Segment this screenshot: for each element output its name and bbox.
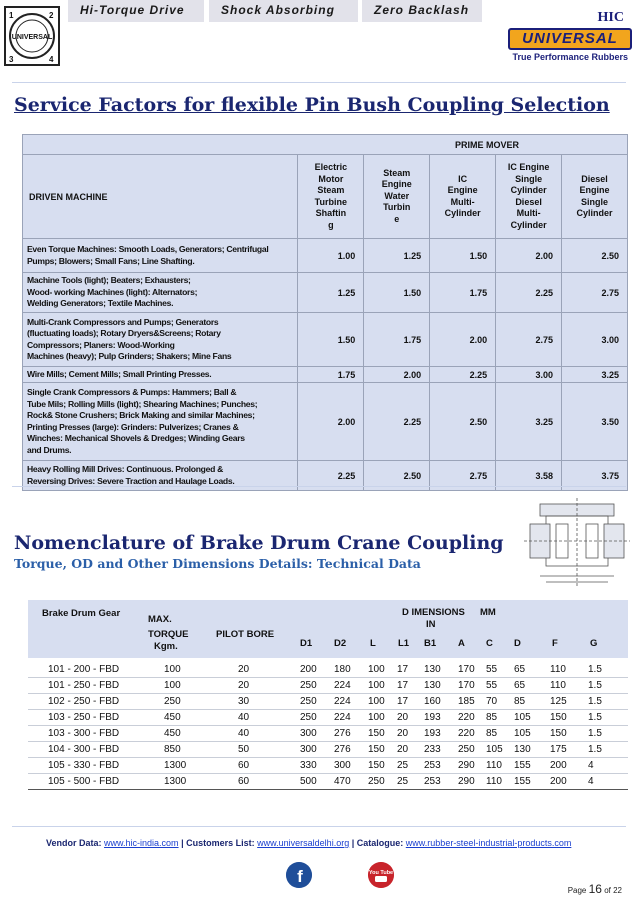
coupling-drawing — [520, 494, 632, 592]
service-factor-value: 2.50 — [364, 461, 430, 491]
service-factor-value: 2.25 — [496, 273, 562, 313]
table-cell: 224 — [334, 696, 351, 707]
table-cell: 55 — [486, 664, 498, 675]
footer-separator: | — [181, 838, 184, 848]
service-factor-value: 3.00 — [496, 367, 562, 383]
service-factor-value: 2.50 — [562, 239, 628, 273]
dimension-column-header: G — [590, 638, 598, 649]
service-factor-value: 1.75 — [430, 273, 496, 313]
table-cell: 70 — [486, 696, 498, 707]
table-row — [28, 662, 628, 678]
table-cell: 155 — [514, 760, 531, 771]
table-cell: 25 — [397, 760, 409, 771]
catalogue-link[interactable]: www.rubber-steel-industrial-products.com — [405, 838, 572, 848]
driven-machine-line: Pumps; Blowers; Small Fans; Line Shafting. — [27, 255, 195, 266]
footer-separator: | — [351, 838, 355, 848]
footer-divider — [12, 826, 626, 827]
model-code: 105 - 500 - FBD — [48, 776, 120, 787]
customers-link[interactable]: www.universaldelhi.org — [257, 838, 350, 848]
service-factor-value: 2.25 — [430, 367, 496, 383]
table-cell: 110 — [550, 680, 566, 691]
column-header-line: Engine — [579, 185, 610, 195]
column-header-line: Multi- — [450, 196, 475, 207]
table-cell: 130 — [514, 744, 531, 755]
universal-seal-logo — [4, 6, 60, 66]
table-cell: 1.5 — [588, 728, 602, 739]
column-header-line: Steam — [383, 167, 411, 178]
table-cell: 150 — [550, 728, 567, 739]
driven-machine-label — [23, 239, 298, 273]
column-header-line: Cylinder — [510, 185, 547, 195]
driven-machine-line: Machines (heavy); Pulp Grinders; Shakers; Mine Fans — [27, 351, 232, 361]
service-factor-value: 3.25 — [562, 367, 628, 383]
table-cell: 20 — [397, 728, 409, 739]
table-cell: 300 — [300, 744, 317, 755]
table-cell: 60 — [238, 776, 250, 787]
column-header-line: Turbin — [383, 202, 411, 213]
driven-machine-line: Multi-Crank Compressors and Pumps; Generators — [27, 316, 219, 327]
table-cell: 60 — [238, 760, 250, 771]
table-cell: 180 — [334, 664, 351, 675]
table-cell: 100 — [164, 680, 181, 691]
service-factor-value: 2.75 — [562, 273, 628, 313]
service-factor-value: 3.25 — [496, 383, 562, 461]
table-cell: 253 — [424, 776, 441, 787]
prime-mover-column-5 — [562, 155, 628, 239]
prime-mover-column-3 — [430, 155, 496, 239]
dimension-column-header: L1 — [398, 638, 410, 649]
table-cell: 253 — [424, 760, 441, 771]
driven-machine-label — [23, 383, 298, 461]
table-cell: 150 — [368, 728, 385, 739]
dimension-column-header: D2 — [334, 638, 347, 649]
customers-label: Customers List: — [186, 838, 255, 848]
table-cell: 17 — [397, 680, 409, 691]
vendor-link[interactable]: www.hic-india.com — [104, 838, 179, 848]
brake-drum-title: Nomenclature of Brake Drum Crane Coupling — [14, 532, 504, 554]
service-factor-value: 1.00 — [298, 239, 364, 273]
table-cell: 40 — [238, 712, 250, 723]
dimension-column-header: F — [552, 638, 558, 649]
driven-machine-line: Even Torque Machines: Smooth Loads, Generators; Centrifugal — [27, 244, 269, 254]
tab-shock-absorbing: Shock Absorbing — [209, 0, 358, 22]
service-factor-value: 3.75 — [562, 461, 628, 491]
tab-hi-torque-drive: Hi-Torque Drive — [68, 0, 204, 22]
table-cell: 250 — [368, 776, 385, 787]
table-cell: 1300 — [164, 760, 187, 771]
table-cell: 100 — [164, 664, 181, 675]
table-cell: 150 — [368, 760, 385, 771]
table-cell: 1.5 — [588, 664, 602, 675]
table-row — [28, 710, 628, 726]
header-torque: TORQUE — [148, 629, 189, 640]
table-row — [28, 726, 628, 742]
dimension-column-header: C — [486, 638, 493, 649]
table-cell: 25 — [397, 776, 409, 787]
service-factor-value: 2.00 — [364, 367, 430, 383]
brake-drum-table-body — [28, 662, 628, 790]
table-cell: 290 — [458, 776, 475, 787]
service-factors-title: Service Factors for flexible Pin Bush Coupling Selection — [14, 94, 610, 116]
table-cell: 20 — [397, 712, 409, 723]
driven-machine-line: Machine Tools (light); Beaters; Exhausters; — [27, 275, 191, 286]
service-factor-value: 3.00 — [562, 313, 628, 367]
table-cell: 200 — [550, 760, 567, 771]
table-cell: 130 — [424, 664, 441, 675]
model-code: 101 - 200 - FBD — [48, 664, 120, 675]
table-cell: 450 — [164, 728, 181, 739]
header-max: MAX. — [148, 614, 172, 625]
table-cell: 330 — [300, 760, 317, 771]
column-header-line: Engine — [447, 185, 478, 195]
brand-name: UNIVERSAL — [508, 28, 632, 50]
table-cell: 150 — [550, 712, 567, 723]
service-factor-row — [23, 273, 628, 313]
service-factor-value: 2.75 — [496, 313, 562, 367]
column-header-line: Shaftin — [315, 208, 347, 218]
table-cell: 20 — [238, 664, 250, 675]
model-code: 101 - 250 - FBD — [48, 680, 120, 691]
table-cell: 150 — [368, 744, 385, 755]
table-cell: 85 — [486, 728, 498, 739]
table-cell: 220 — [458, 728, 475, 739]
svg-text:1: 1 — [9, 11, 14, 20]
column-header-line: Engine — [381, 179, 412, 190]
catalogue-label: Catalogue: — [356, 838, 404, 848]
column-header-line: Electric — [314, 162, 348, 172]
table-cell: 300 — [300, 728, 317, 739]
table-cell: 500 — [300, 776, 317, 787]
table-cell: 4 — [588, 776, 594, 787]
driven-machine-label — [23, 367, 298, 383]
model-code: 103 - 300 - FBD — [48, 728, 120, 739]
service-factor-value: 2.00 — [298, 383, 364, 461]
table-cell: 65 — [514, 664, 526, 675]
column-header-line: Cylinder — [444, 208, 481, 218]
service-factor-value: 3.58 — [496, 461, 562, 491]
service-factor-value: 1.25 — [298, 273, 364, 313]
table-cell: 105 — [514, 712, 531, 723]
brake-drum-table-header — [28, 600, 628, 658]
table-cell: 20 — [397, 744, 409, 755]
driven-machine-line: Wire Mills; Cement Mills; Small Printing Presses. — [27, 368, 212, 379]
model-code: 105 - 330 - FBD — [48, 760, 120, 771]
brand-tagline: True Performance Rubbers — [512, 52, 628, 62]
driven-machine-line: Single Crank Compressors & Pumps: Hammers; Ball & — [27, 387, 237, 397]
table-cell: 276 — [334, 728, 351, 739]
table-cell: 160 — [424, 696, 441, 707]
table-cell: 233 — [424, 744, 441, 755]
brake-drum-subtitle: Torque, OD and Other Dimensions Details: Technical Data — [14, 556, 421, 571]
table-cell: 193 — [424, 728, 441, 739]
dimension-column-header: D — [514, 638, 521, 649]
driven-machine-line: Compressors; Planers: Wood-Working — [27, 339, 175, 350]
table-cell: 110 — [550, 664, 566, 675]
service-factor-row — [23, 239, 628, 273]
header-mm: MM — [480, 607, 496, 618]
column-header-line: Multi- — [516, 208, 541, 218]
svg-text:2: 2 — [49, 11, 54, 20]
table-cell: 1.5 — [588, 680, 602, 691]
table-cell: 450 — [164, 712, 181, 723]
table-cell: 1.5 — [588, 744, 602, 755]
driven-machine-line: (fluctuating loads); Rotary Dryers&Screens; Rotary — [27, 328, 221, 338]
table-cell: 100 — [368, 664, 385, 675]
vendor-label: Vendor Data: — [46, 838, 102, 848]
service-factor-row — [23, 313, 628, 367]
footer-links — [46, 838, 571, 848]
driven-machine-line: Printing Presses (large): Grinders: Pulverizes; Cranes & — [27, 421, 239, 432]
header-kgm: Kgm. — [154, 641, 178, 652]
page-current: 16 — [588, 882, 602, 896]
table-cell: 250 — [458, 744, 475, 755]
table-cell: 1.5 — [588, 696, 602, 707]
header-brake-drum-gear: Brake Drum Gear — [42, 608, 121, 619]
column-header-line: Single — [515, 173, 543, 184]
table-cell: 290 — [458, 760, 475, 771]
table-cell: 224 — [334, 680, 351, 691]
driven-machine-line: Winches: Mechanical Shovels & Dredges; Winding Gears — [27, 433, 245, 443]
table-cell: 100 — [368, 696, 385, 707]
model-code: 104 - 300 - FBD — [48, 744, 120, 755]
table-cell: 50 — [238, 744, 250, 755]
table-row — [28, 694, 628, 710]
service-factor-value: 1.75 — [364, 313, 430, 367]
column-header-line: e — [394, 213, 400, 224]
dimension-column-header: D1 — [300, 638, 313, 649]
table-cell: 224 — [334, 712, 351, 723]
column-header-line: Diesel — [581, 173, 608, 184]
facebook-icon[interactable] — [286, 862, 312, 888]
column-header-line: g — [328, 219, 334, 230]
seal-text: UNIVERSAL — [11, 34, 53, 41]
column-header-line: Water — [384, 190, 410, 201]
column-header-line: Motor — [318, 173, 344, 184]
table-cell: 200 — [300, 664, 317, 675]
service-factor-value: 2.00 — [430, 313, 496, 367]
tab-zero-backlash: Zero Backlash — [362, 0, 482, 22]
header-dimensions: D IMENSIONS — [402, 607, 465, 618]
prime-mover-header: PRIME MOVER — [23, 135, 628, 155]
table-cell: 85 — [514, 696, 526, 707]
column-header-line: Single — [581, 196, 609, 207]
service-factor-value: 1.50 — [430, 239, 496, 273]
table-cell: 17 — [397, 696, 409, 707]
table-cell: 20 — [238, 680, 250, 691]
driven-machine-line: Rock& Stone Crushers; Brick Making and similar Machines; — [27, 410, 255, 420]
table-cell: 125 — [550, 696, 567, 707]
driven-machine-line: Tube Mils; Rolling Mills (light); Shearing Machines; Punches; — [27, 398, 258, 409]
service-factor-value: 2.25 — [364, 383, 430, 461]
service-factor-value: 2.00 — [496, 239, 562, 273]
table-cell: 65 — [514, 680, 526, 691]
driven-machine-line: and Drums. — [27, 444, 72, 455]
table-cell: 130 — [424, 680, 441, 691]
service-factor-value: 1.50 — [298, 313, 364, 367]
column-header-line: IC Engine — [507, 162, 550, 172]
column-header-line: Turbine — [314, 196, 348, 207]
table-cell: 155 — [514, 776, 531, 787]
table-cell: 250 — [164, 696, 181, 707]
table-cell: 250 — [300, 680, 317, 691]
table-cell: 193 — [424, 712, 441, 723]
table-cell: 110 — [486, 760, 502, 771]
table-cell: 105 — [514, 728, 531, 739]
service-factor-value: 1.50 — [364, 273, 430, 313]
table-cell: 1.5 — [588, 712, 602, 723]
column-header-line: Steam — [317, 185, 345, 195]
table-cell: 100 — [368, 680, 385, 691]
column-header-line: Cylinder — [576, 208, 613, 218]
prime-mover-column-4 — [496, 155, 562, 239]
table-cell: 470 — [334, 776, 351, 787]
table-cell: 170 — [458, 680, 475, 691]
page-label: Page — [567, 886, 587, 895]
table-cell: 220 — [458, 712, 475, 723]
service-factors-table — [22, 134, 628, 491]
table-cell: 250 — [300, 712, 317, 723]
table-cell: 30 — [238, 696, 250, 707]
model-code: 102 - 250 - FBD — [48, 696, 120, 707]
table-row — [28, 758, 628, 774]
header-in: IN — [426, 619, 436, 630]
svg-text:4: 4 — [49, 55, 54, 64]
page-total: of 22 — [604, 886, 622, 895]
model-code: 103 - 250 - FBD — [48, 712, 120, 723]
table-cell: 850 — [164, 744, 181, 755]
column-header-line: Cylinder — [510, 219, 547, 230]
svg-text:f: f — [297, 867, 303, 886]
prime-mover-column-2 — [364, 155, 430, 239]
dimension-column-header: B1 — [424, 638, 437, 649]
table-cell: 17 — [397, 664, 409, 675]
table-cell: 110 — [486, 776, 502, 787]
table-cell: 170 — [458, 664, 475, 675]
driven-machine-line: Wood- working Machines (light): Alternators; — [27, 286, 198, 297]
column-header-line: Diesel — [515, 196, 542, 207]
table-cell: 300 — [334, 760, 351, 771]
page-number — [568, 882, 622, 896]
service-factor-value: 2.75 — [430, 461, 496, 491]
youtube-icon[interactable] — [368, 862, 394, 888]
table-row — [28, 678, 628, 694]
table-cell: 105 — [486, 744, 503, 755]
section-divider — [12, 486, 626, 487]
service-factor-row — [23, 367, 628, 383]
prime-mover-column-1 — [298, 155, 364, 239]
driven-machine-label — [23, 273, 298, 313]
table-cell: 276 — [334, 744, 351, 755]
header-pilot-bore: PILOT BORE — [216, 629, 275, 640]
table-cell: 40 — [238, 728, 250, 739]
service-factor-value: 2.25 — [298, 461, 364, 491]
service-factor-value: 2.50 — [430, 383, 496, 461]
column-header-line: IC — [458, 173, 468, 184]
table-cell: 185 — [458, 696, 475, 707]
service-factor-row — [23, 383, 628, 461]
youtube-label: You Tube — [368, 870, 394, 876]
service-factor-value: 3.50 — [562, 383, 628, 461]
service-factor-value: 1.75 — [298, 367, 364, 383]
table-cell: 55 — [486, 680, 498, 691]
table-cell: 85 — [486, 712, 498, 723]
driven-machine-label — [23, 313, 298, 367]
table-row — [28, 774, 628, 790]
dimension-column-header: L — [370, 638, 376, 649]
table-row — [28, 742, 628, 758]
driven-machine-line: Reversing Drives: Severe Traction and Haulage Loads. — [27, 475, 235, 486]
table-cell: 250 — [300, 696, 317, 707]
table-cell: 1300 — [164, 776, 187, 787]
universal-brand-logo — [500, 8, 634, 68]
table-cell: 4 — [588, 760, 594, 771]
driven-machine-line: Welding Generators; Textile Machines. — [27, 298, 174, 309]
service-factor-value: 1.25 — [364, 239, 430, 273]
dimension-column-header: A — [458, 638, 465, 649]
table-cell: 100 — [368, 712, 385, 723]
brand-hic: HIC — [597, 10, 624, 25]
header-divider — [12, 82, 626, 83]
svg-text:3: 3 — [9, 55, 14, 64]
driven-machine-line: Heavy Rolling Mill Drives: Continuous. Prolonged & — [27, 464, 224, 474]
driven-machine-header: DRIVEN MACHINE — [23, 155, 298, 239]
table-cell: 175 — [550, 744, 567, 755]
table-cell: 200 — [550, 776, 567, 787]
